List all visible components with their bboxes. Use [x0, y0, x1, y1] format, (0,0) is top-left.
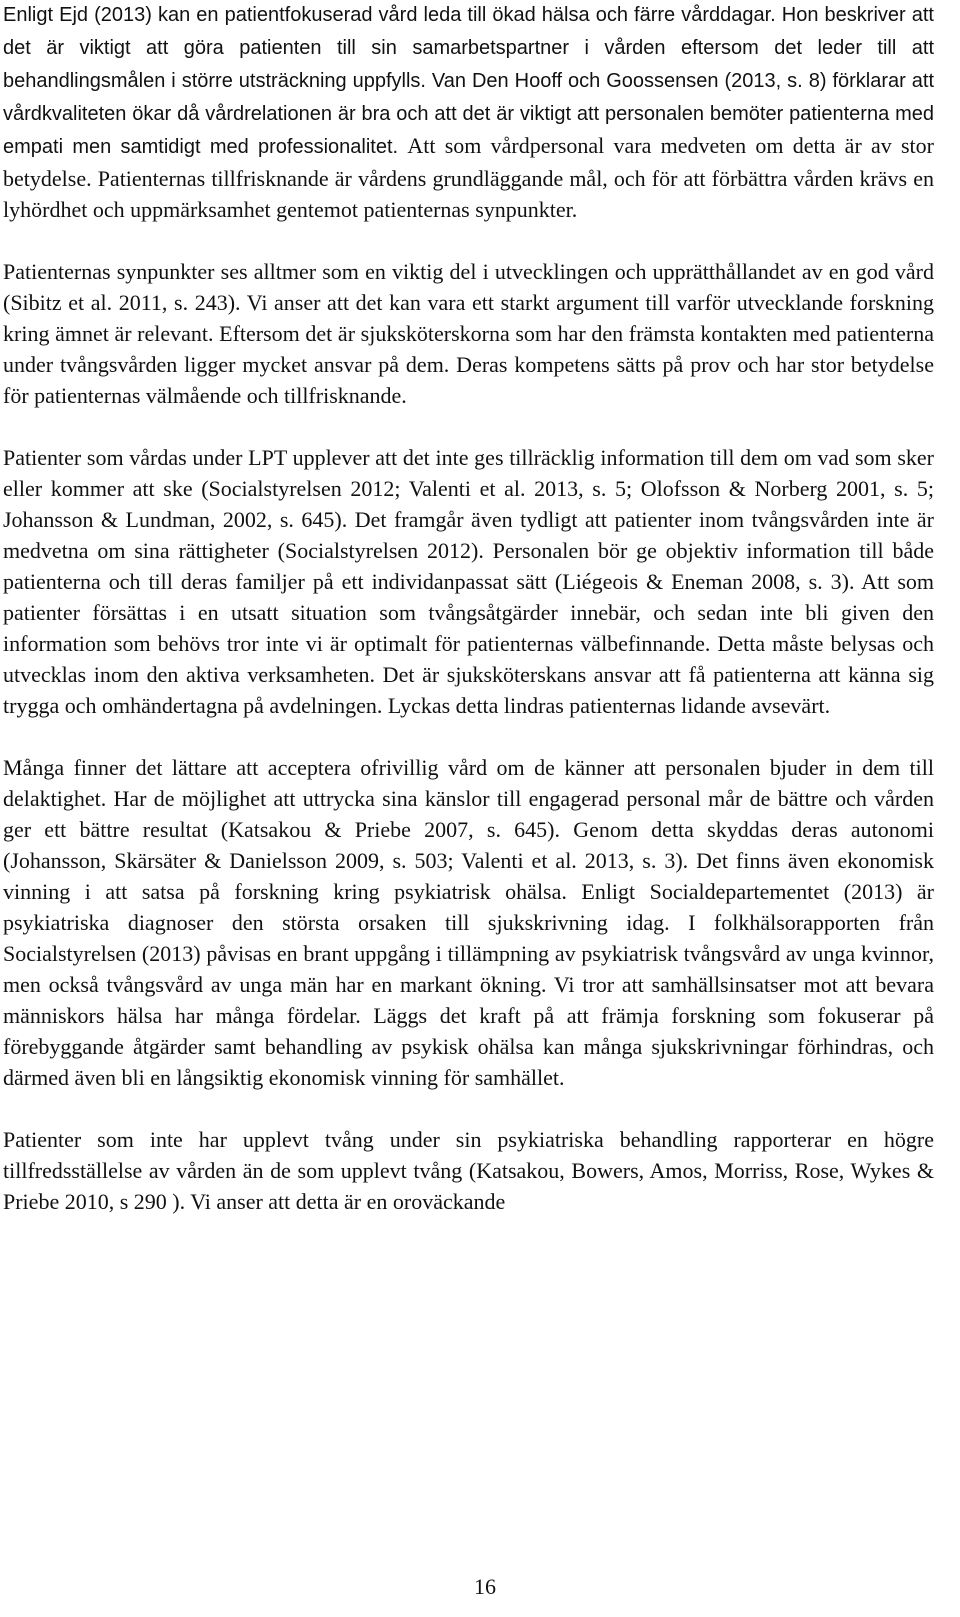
text-run: 8) förklarar att vårdkvaliteten ökar då vårdrelationen är bra och att det är viktigt att personalen bemöter patienterna med empati men samtidigt med professionalitet. [3, 70, 934, 158]
paragraph-information [3, 442, 934, 721]
text-run: Många finner det lättare att acceptera ofrivillig vård om de känner att personalen bjuder in dem till delaktighet. Har de möjlighet att uttrycka sina känslor till engagerad personal mår de bättre och vården ger ett bättre resultat (Katsakou & Priebe 2007, s. 645). Genom detta skyddas deras autonomi (Johansson, Skärsäter & Danielsson 2009, s. 503; Valenti et al. 2013, s. 3). Det finns även ekonomisk vinning i att satsa på forskning kring psykiatrisk ohälsa. Enligt Socialdepartementet (2013) är psykiatriska diagnoser den största orsaken till sjukskrivning idag. I folkhälsorapporten från Socialstyrelsen (2013) påvisas en brant uppgång i tillämpning av psykiatrisk tvångsvård av unga kvinnor, men också tvångsvård av unga män har en markant ökning. Vi tror att samhällsinsatser mot att bevara människors hälsa har många fördelar. Läggs det kraft på att främja forskning som fokuserar på förebyggande åtgärder samt behandling av psykisk ohälsa kan många sjukskrivningar förhindras, och därmed även bli en långsiktig ekonomisk vinning för samhället. [3, 755, 934, 1090]
paragraph-satisfaction [3, 1124, 934, 1217]
text-run: Van Den Hooff och Goossensen (2013, s. [431, 70, 809, 92]
paragraph-patient-focus [3, 0, 934, 225]
paragraph-participation [3, 752, 934, 1093]
page-number: 16 [474, 1574, 496, 1599]
text-run: Enligt Ejd (2013) kan en patientfokuserad vård leda till ökad hälsa och färre vårddagar. Hon beskriver att det är viktigt att göra patienten till sin samarbetspartner i vården eftersom det leder till att behandlingsmålen i större utsträckning uppfylls. [3, 4, 934, 92]
text-run: Patienter som inte har upplevt tvång under sin psykiatriska behandling rapporterar en högre tillfredsställelse av vården än de som upplevt tvång (Katsakou, Bowers, Amos, Morriss, Rose, Wykes & Priebe 2010, s 290 ). Vi anser att detta är en oroväckande [3, 1127, 934, 1214]
paragraph-patient-views [3, 256, 934, 411]
text-run: Patienternas synpunkter ses alltmer som en viktig del i utvecklingen och upprätthållandet av en god vård (Sibitz et al. 2011, s. 243). Vi anser att det kan vara ett starkt argument till varför utvecklande forskning kring ämnet är relevant. Eftersom det är sjuksköterskorna som har den främsta kontakten med patienterna under tvångsvården ligger mycket ansvar på dem. Deras kompetens sätts på prov och har stor betydelse för patienternas välmående och tillfrisknande. [3, 259, 934, 408]
text-run: Patienter som vårdas under LPT upplever att det inte ges tillräcklig information till dem om vad som sker eller kommer att ske (Socialstyrelsen 2012; Valenti et al. 2013, s. 5; Olofsson & Norberg 2001, s. 5; Johansson & Lundman, 2002, s. 645). Det framgår även tydligt att patienter inom tvångsvården inte är medvetna om sina rättigheter (Socialstyrelsen 2012). Personalen bör ge objektiv information till både patienterna och till deras familjer på ett individanpassat sätt (Liégeois & Eneman 2008, s. 3). Att som patienter försättas i en utsatt situation som tvångsåtgärder innebär, och sedan inte bli given den information som behövs tror inte vi är optimalt för patienternas välbefinnande. Detta måste belysas och utvecklas inom den aktiva verksamheten. Det är sjuksköterskans ansvar att få patienterna att känna sig trygga och omhändertagna på avdelningen. Lyckas detta lindras patienternas lidande avsevärt. [3, 445, 934, 718]
text-run: Att som vårdpersonal vara medveten om detta är av stor betydelse. Patienternas tillfrisknande är vårdens grundläggande mål, och för att förbättra vården krävs en lyhördhet och uppmärksamhet gentemot patienternas synpunkter. [3, 133, 934, 222]
